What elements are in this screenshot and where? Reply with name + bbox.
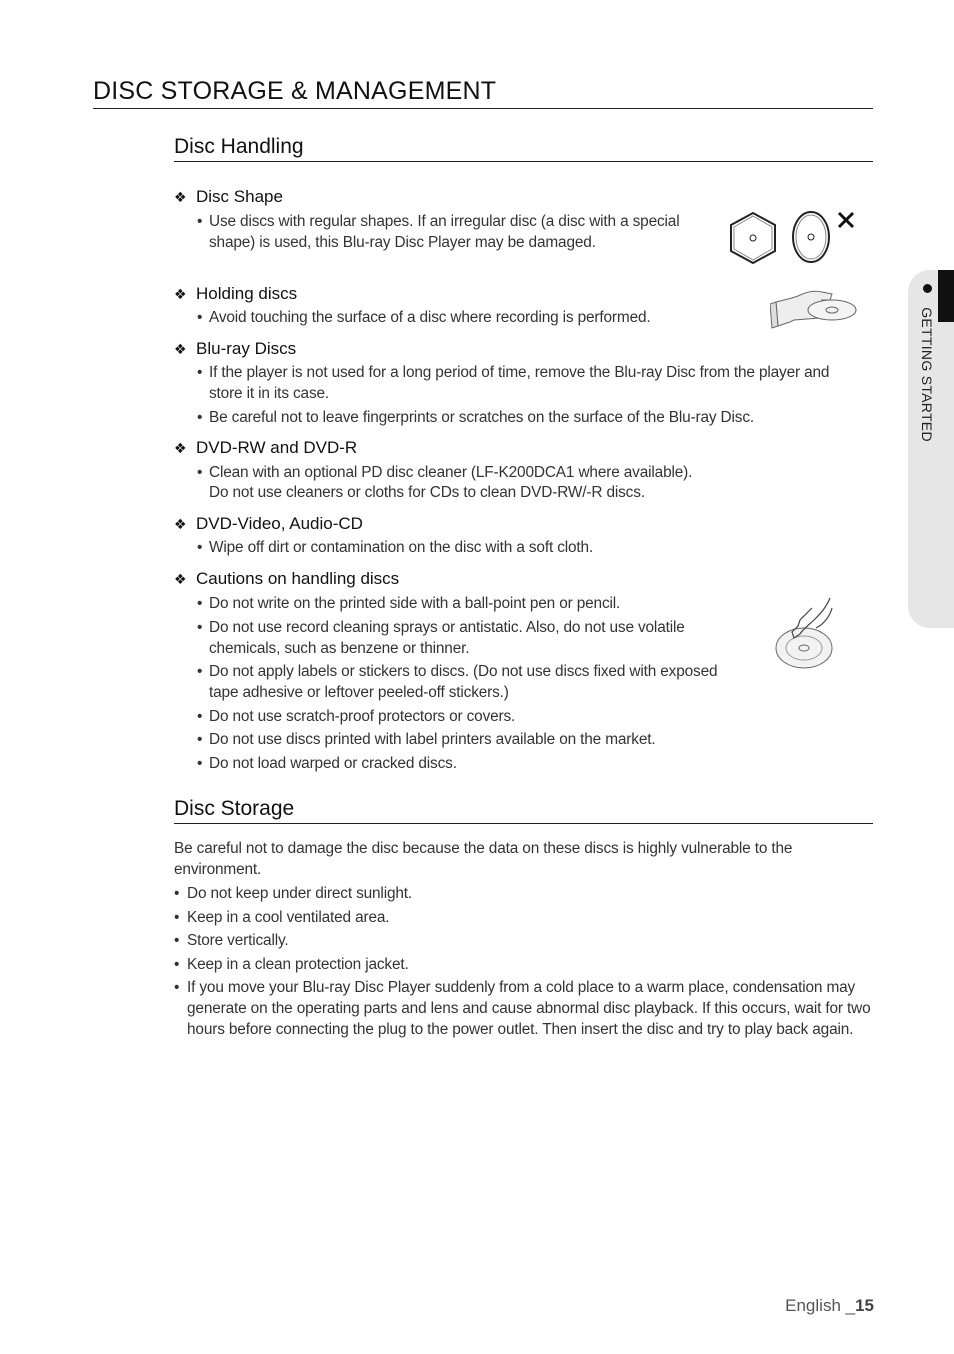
section-title-disc-storage: Disc Storage: [174, 796, 873, 824]
list-item: • Use discs with regular shapes. If an irregular disc (a disc with a special shape) is used, this Blu-ray Disc Player may be damaged.: [197, 211, 697, 253]
disc-shape-list: [197, 211, 697, 256]
dvd-rw-note: Do not use cleaners or cloths for CDs to clean DVD-RW/-R discs.: [209, 484, 645, 501]
list-item: • Do not write on the printed side with a ball-point pen or pencil.: [197, 593, 742, 614]
list-item: • Store vertically.: [174, 930, 874, 951]
subheading-text: Blu-ray Discs: [196, 339, 297, 358]
list-item: • Keep in a clean protection jacket.: [174, 954, 874, 975]
section-title-disc-handling: Disc Handling: [174, 134, 873, 162]
diamond-bullet-icon: ❖: [174, 516, 187, 532]
subheading-bluray-discs: [174, 338, 296, 360]
subheading-dvd-video: [174, 513, 363, 535]
list-item: • Wipe off dirt or contamination on the disc with a soft cloth.: [197, 537, 857, 558]
hexagon-disc-icon: [731, 213, 775, 263]
list-item: • Keep in a cool ventilated area.: [174, 907, 874, 928]
holding-discs-list: [197, 307, 757, 331]
oval-disc-icon: [793, 212, 829, 262]
subheading-text: Disc Shape: [196, 187, 283, 206]
bluray-discs-list: [197, 362, 857, 430]
subheading-cautions: [174, 568, 399, 590]
list-item: • Do not use discs printed with label printers available on the market.: [197, 729, 742, 750]
subheading-holding-discs: [174, 283, 297, 305]
page-title: DISC STORAGE & MANAGEMENT: [93, 76, 873, 109]
list-item: • Do not load warped or cracked discs.: [197, 753, 742, 774]
list-item: • Avoid touching the surface of a disc where recording is performed.: [197, 307, 757, 328]
disc-icon: [776, 628, 832, 668]
diamond-bullet-icon: ❖: [174, 189, 187, 205]
subheading-dvd-rw: [174, 437, 357, 459]
disc-storage-intro: Be careful not to damage the disc because the data on these discs is highly vulnerable to the environment.: [174, 840, 793, 878]
list-item: • If you move your Blu-ray Disc Player suddenly from a cold place to a warm place, condensation may generate on the operating parts and lens and cause abnormal disc playback. If this occurs, wait for two hours before connecting the plug to the power outlet. Then insert the disc and try to play back again.: [174, 977, 874, 1040]
side-tab-marker: [938, 270, 954, 322]
subheading-text: DVD-RW and DVD-R: [196, 438, 358, 457]
list-item: • Do not use record cleaning sprays or antistatic. Also, do not use volatile chemicals, such as benzene or thinner.: [197, 617, 742, 659]
page-footer: [785, 1296, 874, 1316]
diamond-bullet-icon: ❖: [174, 440, 187, 456]
hand-holding-disc-illustration: [770, 284, 862, 332]
diamond-bullet-icon: ❖: [174, 571, 187, 587]
irregular-disc-illustration: [722, 205, 862, 269]
side-tab-text: GETTING STARTED: [919, 307, 935, 442]
footer-language: English _: [785, 1296, 856, 1315]
cautions-list: [197, 593, 742, 776]
list-item: • If the player is not used for a long period of time, remove the Blu-ray Disc from the player and store it in its case.: [197, 362, 857, 404]
subheading-text: DVD-Video, Audio-CD: [196, 514, 363, 533]
list-item: • Do not keep under direct sunlight.: [174, 883, 874, 904]
wiping-disc-illustration: [770, 594, 842, 674]
list-item: • Clean with an optional PD disc cleaner (LF-K200DCA1 where available).: [197, 462, 857, 483]
list-item: • Do not use scratch-proof protectors or covers.: [197, 706, 742, 727]
diamond-bullet-icon: ❖: [174, 341, 187, 357]
page-number: 15: [855, 1296, 874, 1315]
subheading-disc-shape: [174, 186, 283, 208]
side-tab-label: [915, 284, 935, 442]
subheading-text: Cautions on handling discs: [196, 569, 400, 588]
disc-storage-list: [174, 883, 874, 1043]
diamond-bullet-icon: ❖: [174, 286, 187, 302]
dvd-video-list: [197, 537, 857, 561]
subheading-text: Holding discs: [196, 284, 298, 303]
cross-icon: [839, 213, 853, 227]
list-item: • Do not apply labels or stickers to discs. (Do not use discs fixed with exposed tape adhesive or leftover peeled-off stickers.): [197, 661, 742, 703]
disc-icon: [808, 300, 856, 320]
list-item: • Be careful not to leave fingerprints or scratches on the surface of the Blu-ray Disc.: [197, 407, 857, 428]
bullet-dot-icon: [923, 284, 932, 293]
